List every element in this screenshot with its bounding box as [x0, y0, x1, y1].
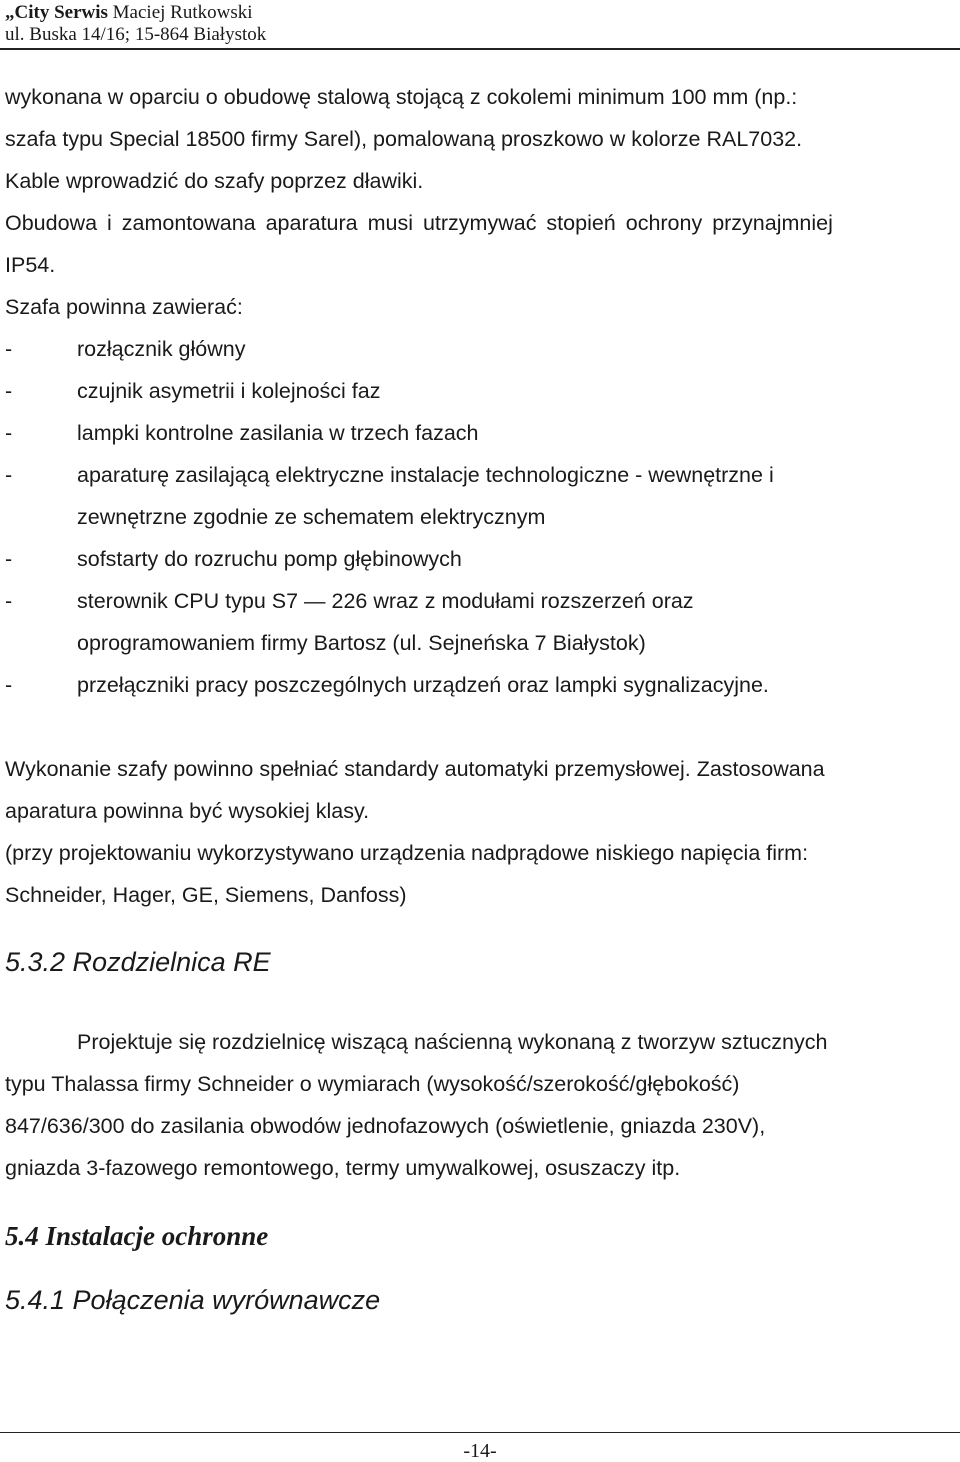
list-item-continuation: oprogramowaniem firmy Bartosz (ul. Sejneńska 7 Białystok) — [77, 631, 646, 655]
intro-line-2: szafa typu Special 18500 firmy Sarel), pomalowaną proszkowo w kolorze RAL7032. — [5, 127, 803, 151]
section-532-line-4: gniazda 3-fazowego remontowego, termy umywalkowej, osuszaczy itp. — [5, 1156, 681, 1180]
intro-line-3: Kable wprowadzić do szafy poprzez dławiki. — [5, 169, 424, 193]
list-bullet: - — [5, 589, 13, 613]
list-item: sterownik CPU typu S7 — 226 wraz z modułami rozszerzeń oraz — [77, 589, 694, 613]
intro-line-1: wykonana w oparciu o obudowę stalową stojącą z cokolemi minimum 100 mm (np.: — [5, 85, 798, 109]
section-heading-5-4: 5.4 Instalacje ochronne — [5, 1221, 269, 1251]
intro-line-4: Obudowa i zamontowana aparatura musi utrzymywać stopień ochrony przynajmniej — [5, 211, 833, 235]
standards-line-2: aparatura powinna być wysokiej klasy. — [5, 799, 370, 823]
intro-line-6: Szafa powinna zawierać: — [5, 295, 243, 319]
header-address: ul. Buska 14/16; 15-864 Białystok — [5, 24, 267, 45]
list-item: lampki kontrolne zasilania w trzech fazach — [77, 421, 479, 445]
list-item: rozłącznik główny — [77, 337, 246, 361]
standards-line-1: Wykonanie szafy powinno spełniać standardy automatyki przemysłowej. Zastosowana — [5, 757, 825, 781]
section-532-line-2: typu Thalassa firmy Schneider o wymiarach (wysokość/szerokość/głębokość) — [5, 1072, 740, 1096]
page-header — [5, 2, 266, 46]
section-heading-5-4-1: 5.4.1 Połączenia wyrównawcze — [5, 1285, 381, 1315]
list-bullet: - — [5, 421, 13, 445]
standards-line-3: (przy projektowaniu wykorzystywano urządzenia nadprądowe niskiego napięcia firm: — [5, 841, 809, 865]
section-heading-5-3-2: 5.3.2 Rozdzielnica RE — [5, 947, 271, 977]
page-number: -14- — [463, 1440, 497, 1462]
standards-line-4: Schneider, Hager, GE, Siemens, Danfoss) — [5, 883, 407, 907]
header-company-line — [5, 2, 266, 24]
list-bullet: - — [5, 463, 13, 487]
header-divider — [0, 48, 960, 50]
list-item-continuation: zewnętrzne zgodnie ze schematem elektrycznym — [77, 505, 546, 529]
list-bullet: - — [5, 379, 13, 403]
list-item: aparaturę zasilającą elektryczne instalacje technologiczne - wewnętrzne i — [77, 463, 774, 487]
footer-divider — [0, 1432, 960, 1433]
section-532-line-1: Projektuje się rozdzielnicę wiszącą naścienną wykonaną z tworzyw sztucznych — [77, 1030, 828, 1054]
list-bullet: - — [5, 547, 13, 571]
list-item: przełączniki pracy poszczególnych urządzeń oraz lampki sygnalizacyjne. — [77, 673, 769, 697]
section-532-line-3: 847/636/300 do zasilania obwodów jednofazowych (oświetlenie, gniazda 230V), — [5, 1114, 766, 1138]
list-bullet: - — [5, 337, 13, 361]
list-bullet: - — [5, 673, 13, 697]
intro-line-5: IP54. — [5, 253, 56, 277]
list-item: sofstarty do rozruchu pomp głębinowych — [77, 547, 462, 571]
list-item: czujnik asymetrii i kolejności faz — [77, 379, 381, 403]
header-company: „City Serwis — [5, 2, 108, 23]
header-owner: Maciej Rutkowski — [107, 2, 253, 23]
